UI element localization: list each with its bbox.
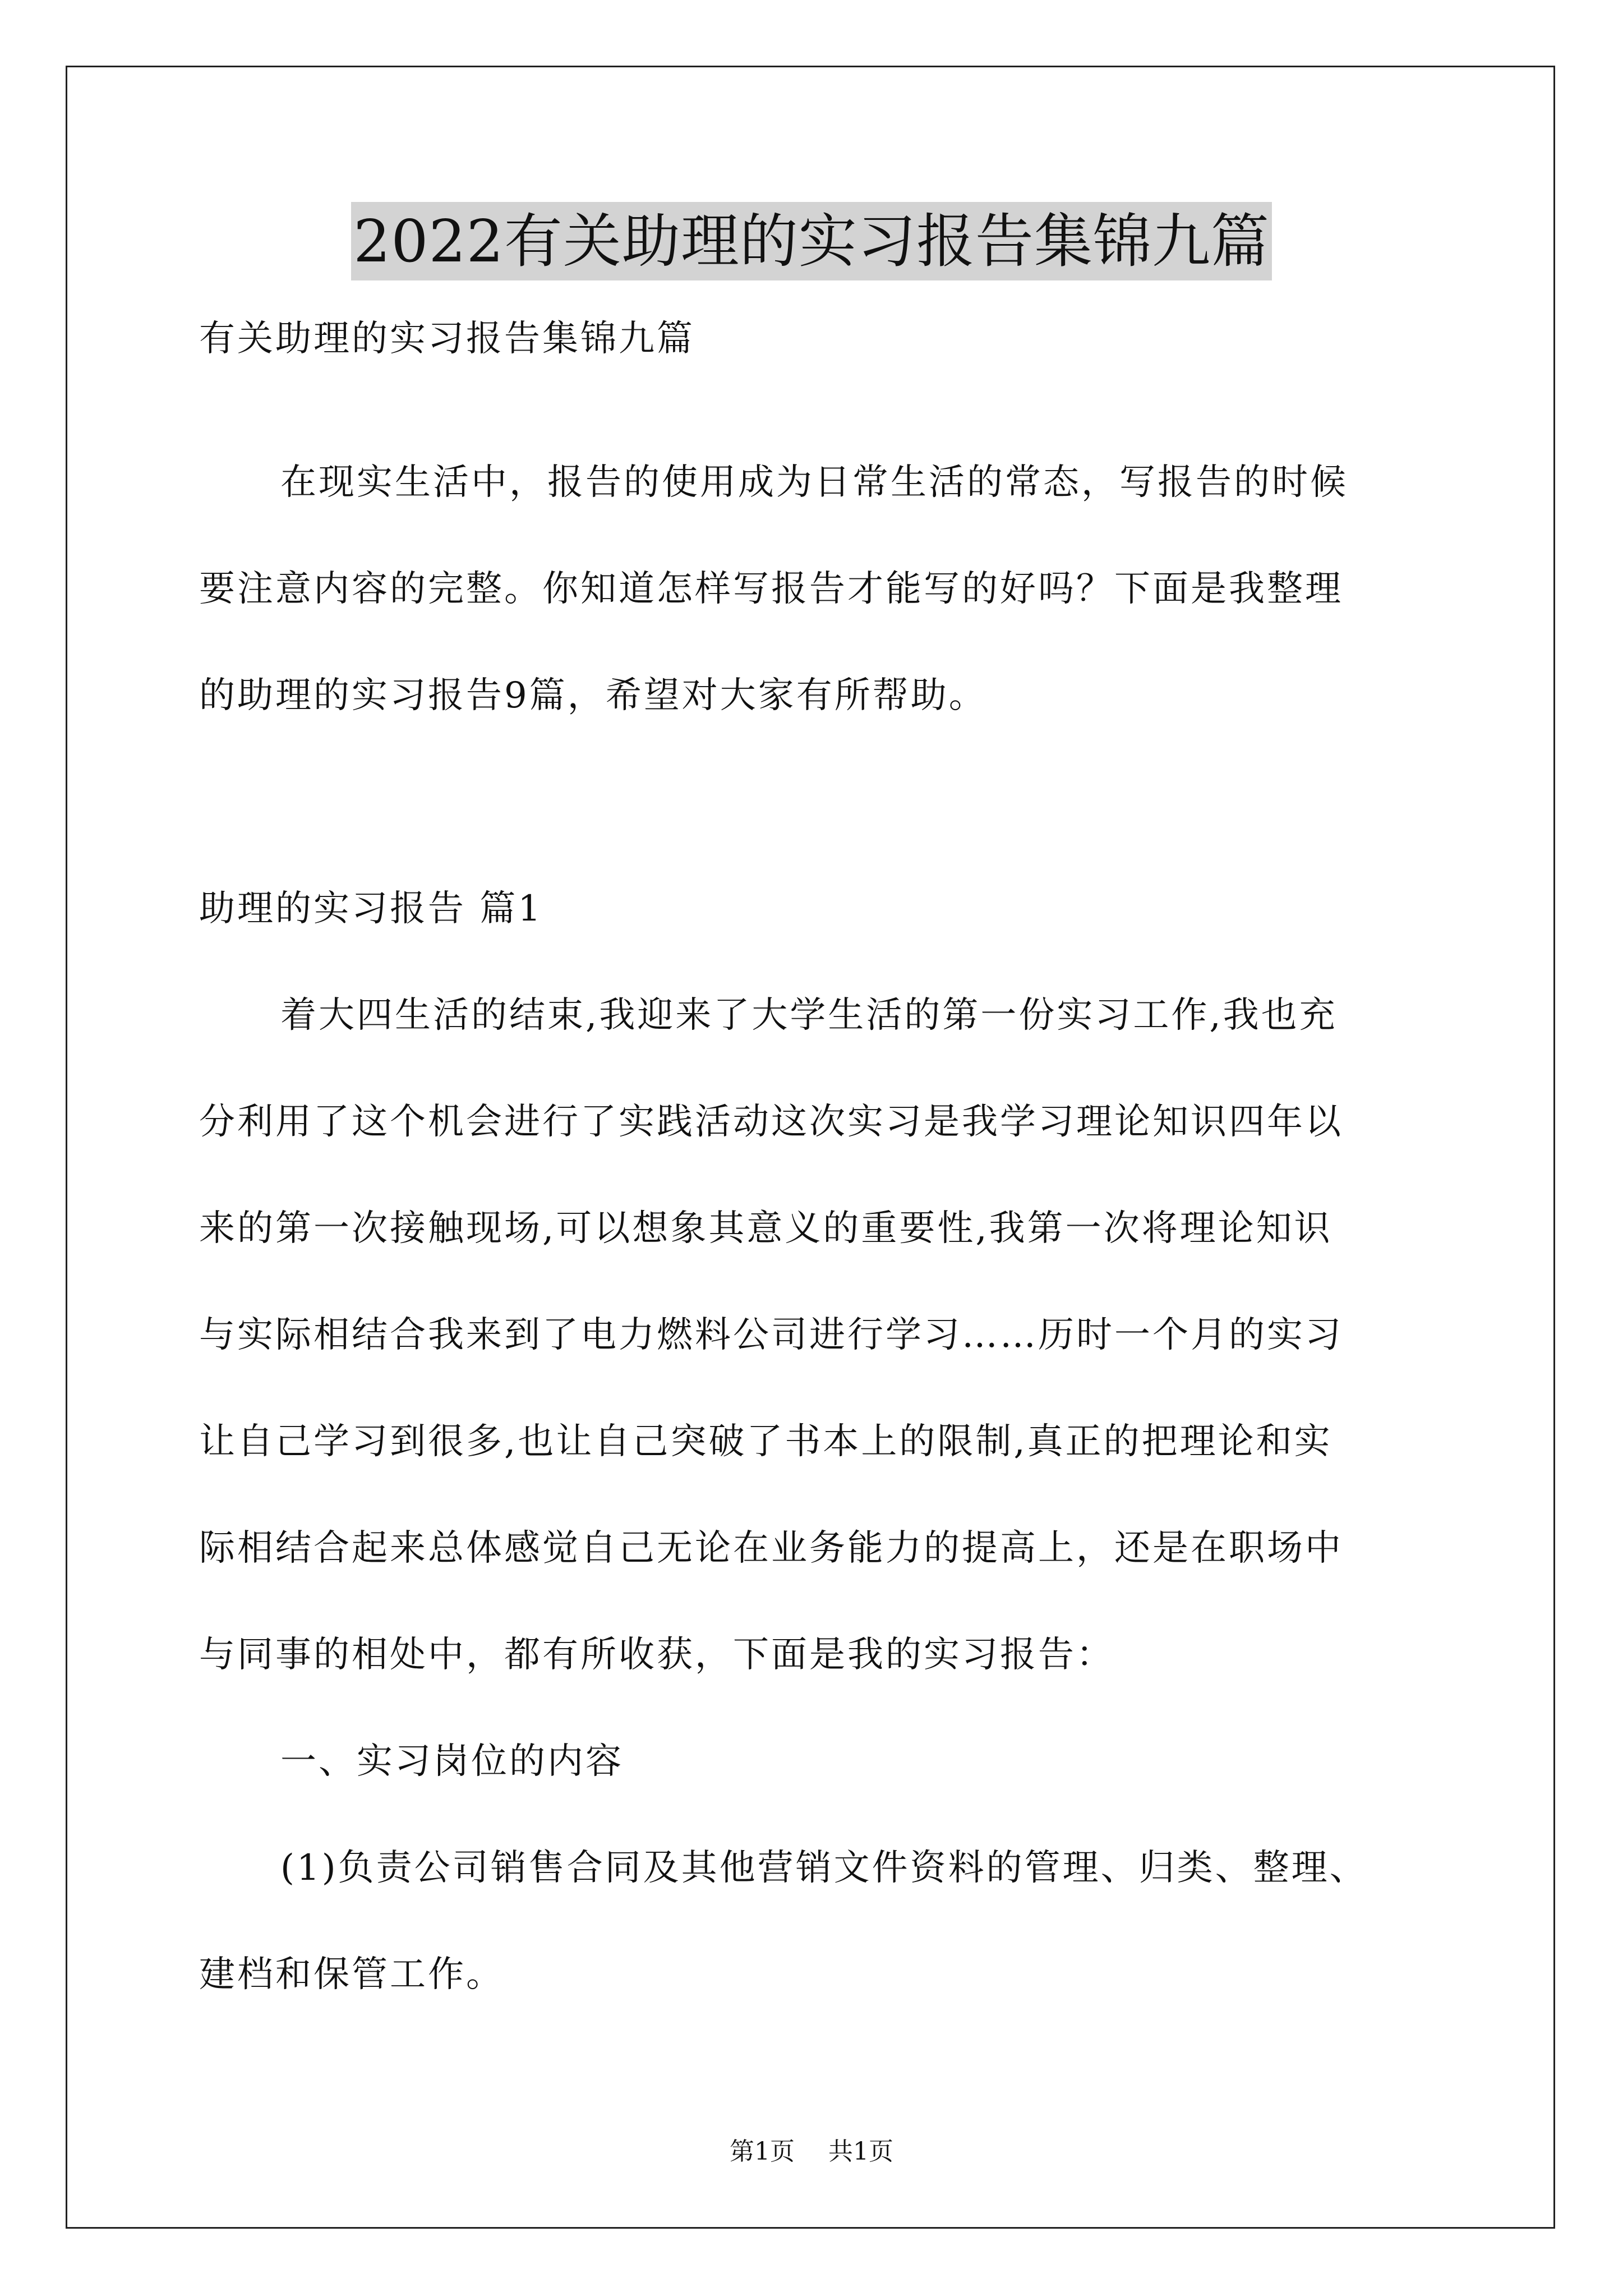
section-heading: 助理的实习报告 篇1 (199, 888, 543, 930)
item1-line-2: 建档和保管工作。 (199, 1954, 504, 1995)
page-number: 第1页 (730, 2137, 795, 2166)
body-line-1: 着大四生活的结束,我迎来了大学生活的第一份实习工作,我也充 (280, 995, 1338, 1036)
page-border (66, 66, 1555, 2229)
body-line-3: 来的第一次接触现场,可以想象其意义的重要性,我第一次将理论知识 (199, 1208, 1332, 1249)
body-line-4: 与实际相结合我来到了电力燃料公司进行学习……历时一个月的实习 (199, 1314, 1343, 1356)
body-line-7: 与同事的相处中，都有所收获，下面是我的实习报告： (199, 1634, 1114, 1676)
intro-line-3: 的助理的实习报告9篇，希望对大家有所帮助。 (199, 675, 987, 716)
item1-line-1: (1)负责公司销售合同及其他营销文件资料的管理、归类、整理、 (280, 1847, 1368, 1889)
body-line-6: 际相结合起来总体感觉自己无论在业务能力的提高上，还是在职场中 (199, 1527, 1343, 1569)
page-total: 共1页 (828, 2137, 893, 2166)
subheading: 一、实习岗位的内容 (280, 1741, 624, 1782)
title-container (0, 202, 1623, 280)
document-title: 2022有关助理的实习报告集锦九篇 (351, 202, 1272, 280)
intro-line-2: 要注意内容的完整。你知道怎样写报告才能写的好吗？下面是我整理 (199, 568, 1343, 610)
body-line-2: 分利用了这个机会进行了实践活动这次实习是我学习理论知识四年以 (199, 1101, 1343, 1143)
intro-line-1: 在现实生活中，报告的使用成为日常生活的常态，写报告的时候 (280, 462, 1348, 503)
page-footer (0, 2136, 1623, 2168)
body-line-5: 让自己学习到很多,也让自己突破了书本上的限制,真正的把理论和实 (199, 1421, 1332, 1462)
document-subtitle: 有关助理的实习报告集锦九篇 (199, 318, 695, 360)
